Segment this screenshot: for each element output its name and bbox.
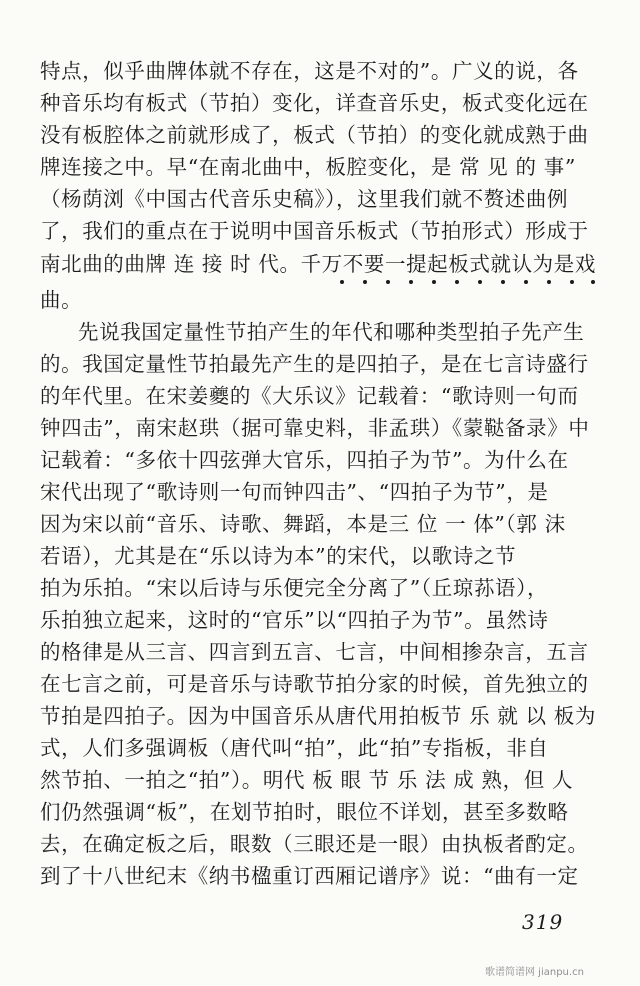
text-line: 们仍然强调“板”，在划节拍时，眼位不详划，甚至多数略 — [40, 800, 569, 824]
text-line: 去，在确定板之后，眼数（三眼还是一眼）由执板者酌定。 — [40, 832, 589, 856]
text-line: 式，人们多强调板（唐代叫“拍”，此“拍”专指板，非自 — [40, 736, 549, 760]
watermark: 歌谱简谱网 jianpu.cn — [485, 967, 584, 978]
text-line: 的格律是从三言、四言到五言、七言，中间相掺杂言，五言 — [40, 640, 589, 664]
text-line: 因为宋以前“音乐、诗歌、舞蹈，本是三 位 一 体”（郭 沫 — [40, 512, 566, 536]
text-line: （杨荫浏《中国古代音乐史稿》），这里我们就不赘述曲例 — [40, 187, 569, 211]
text-line: 拍为乐拍。“宋以后诗与乐便完全分离了”（丘琼荪语）， — [40, 576, 549, 600]
text-line: 牌连接之中。早“在南北曲中，板腔变化，是 常 见 的 事” — [40, 155, 576, 179]
text-line: 节拍是四拍子。因为中国音乐从唐代用拍板节 乐 就 以 板为 — [40, 704, 596, 728]
text-line: 曲。 — [40, 288, 83, 312]
text-line: 若语），尤其是在“乐以诗为本”的宋代，以歌诗之节 — [40, 544, 517, 568]
text-line: 到了十八世纪末《纳书楹重订西厢记谱序》说：“曲有一定 — [40, 864, 579, 888]
text-line: 宋代出现了“歌诗则一句而钟四击”、“四拍子为节”，是 — [40, 480, 549, 504]
text-line: 没有板腔体之前就形成了，板式（节拍）的变化就成熟于曲 — [40, 123, 589, 147]
text-line: 南北曲的曲牌 连 接 时 代。千万不要一提起板式就认为是戏 — [40, 252, 596, 276]
text-line: 特点，似乎曲牌体就不存在，这是不对的”。广义的说，各 — [40, 59, 579, 83]
text-line: 记载着：“多依十四弦弹大官乐，四拍子为节”。为什么在 — [40, 448, 569, 472]
text-line: 钟四击”，南宋赵珙（据可靠史料，非孟珙）《蒙鞑备录》中 — [40, 416, 590, 440]
text-line: 的。我国定量性节拍最先产生的是四拍子，是在七言诗盛行 — [40, 352, 589, 376]
page-number: 319 — [522, 910, 564, 934]
text-line: 了，我们的重点在于说明中国音乐板式（节拍形式）形成于 — [40, 219, 589, 243]
paragraph-first-line: 先说我国定量性节拍产生的年代和哪种类型拍子先产生 — [78, 320, 585, 344]
text-line: 的年代里。在宋姜夔的《大乐议》记载着：“歌诗则一句而 — [40, 384, 579, 408]
text-line: 然节拍、一拍之“拍”）。明代 板 眼 节 乐 法 成 熟，但 人 — [40, 768, 574, 792]
text-line: 乐拍独立起来，这时的“官乐”以“四拍子为节”。虽然诗 — [40, 608, 549, 632]
text-line: 种音乐均有板式（节拍）变化，详查音乐史，板式变化远在 — [40, 91, 589, 115]
text-line: 在七言之前，可是音乐与诗歌节拍分家的时候，首先独立的 — [40, 672, 589, 696]
